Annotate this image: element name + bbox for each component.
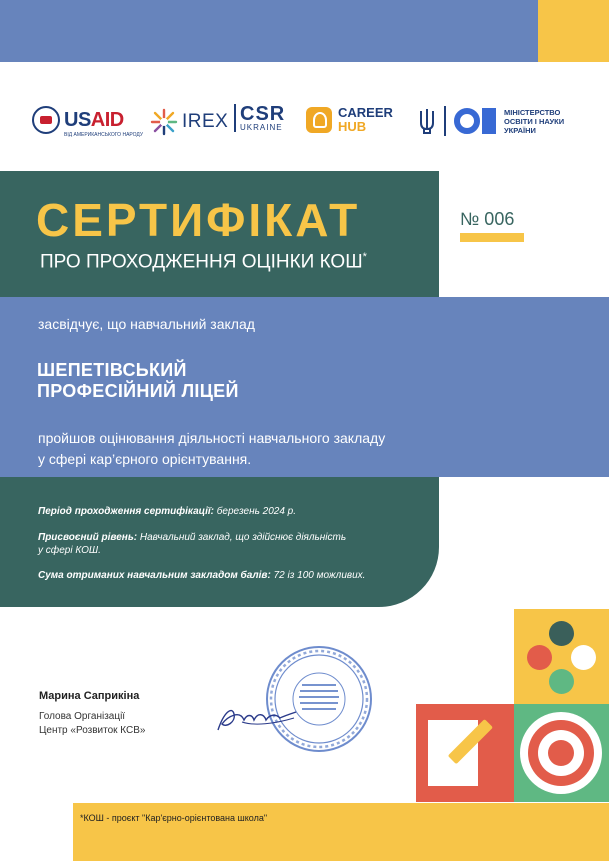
signer-role-line2: Центр «Розвиток КСВ» [39,724,146,736]
ministry-divider [444,106,446,136]
decor-dot-red [527,645,552,670]
career-hub-icon [306,107,332,133]
decor-dot-green [549,669,574,694]
details-block [0,477,439,607]
certificate-subtitle-mark: * [362,251,367,263]
detail-score [38,569,365,582]
career-hub-line2: HUB [338,118,367,134]
certificate-subtitle [40,251,367,273]
usaid-logo [32,106,144,138]
csr-subtitle: UKRAINE [240,123,283,132]
decor-yellow-square [514,609,609,704]
ministry-logo [418,106,564,136]
usaid-seal-icon [32,106,60,134]
signer-role [39,710,145,737]
target-icon [520,712,602,794]
signer-role-line1: Голова Організації [39,711,126,722]
school-name [37,360,239,401]
usaid-subtitle: ВІД АМЕРИКАНСЬКОГО НАРОДУ [64,132,144,138]
school-name-line1: ШЕПЕТІВСЬКИЙ [37,360,187,380]
partner-logos [30,100,590,144]
top-corner-block [538,0,609,62]
detail-level [38,531,346,557]
ministry-line2: ОСВІТИ І НАУКИ [504,116,565,126]
ministry-line3: УКРАЇНИ [504,125,536,135]
usaid-word-aid: AID [90,108,124,131]
detail-period [38,505,296,518]
csr-title: CSR [240,103,286,125]
certificate-number: № 006 [460,209,515,229]
school-name-line2: ПРОФЕСІЙНИЙ ЛІЦЕЙ [37,380,239,401]
passed-line1: пройшов оцінювання діяльності навчального закладу [38,430,386,446]
decor-dot-white [571,645,596,670]
passed-line2: у сфері кар’єрного орієнтування. [38,451,252,467]
top-band [0,0,538,62]
signer-name: Марина Саприкіна [39,690,140,702]
career-hub-logo [306,106,393,133]
passed-text [38,428,385,470]
number-underline [460,233,524,242]
trident-icon [418,107,436,135]
period-value: березень 2024 р. [214,506,296,517]
period-label: Період проходження сертифікації: [38,506,215,517]
score-label: Сума отриманих навчальним закладом балів: [38,570,271,581]
level-value-2: у сфері КОШ. [38,545,101,556]
level-value-1: Навчальний заклад, що здійснює діяльність [137,532,347,543]
ministry-line1: МІНІСТЕРСТВО [504,107,561,117]
footer-note: *КОШ - проєкт "Кар'єрно-орієнтована школа" [80,813,268,823]
certifies-text: засвідчує, що навчальний заклад [38,316,255,332]
irex-logo [150,108,228,136]
handwritten-signature [214,692,300,738]
usaid-word-us: US [64,108,91,131]
ministry-icon [454,108,498,134]
footer-band [73,803,609,861]
level-label: Присвоєний рівень: [38,532,138,543]
certificate-title: СЕРТИФІКАТ [36,194,361,246]
decor-dot-dark [549,621,574,646]
irex-wordmark: IREX [182,111,229,132]
csr-ukraine-logo [234,104,285,132]
score-value: 72 із 100 можливих. [270,570,366,581]
career-hub-line1: CAREER [338,105,393,120]
certificate-subtitle-text: ПРО ПРОХОДЖЕННЯ ОЦІНКИ КОШ [40,251,363,273]
irex-icon [150,108,178,136]
